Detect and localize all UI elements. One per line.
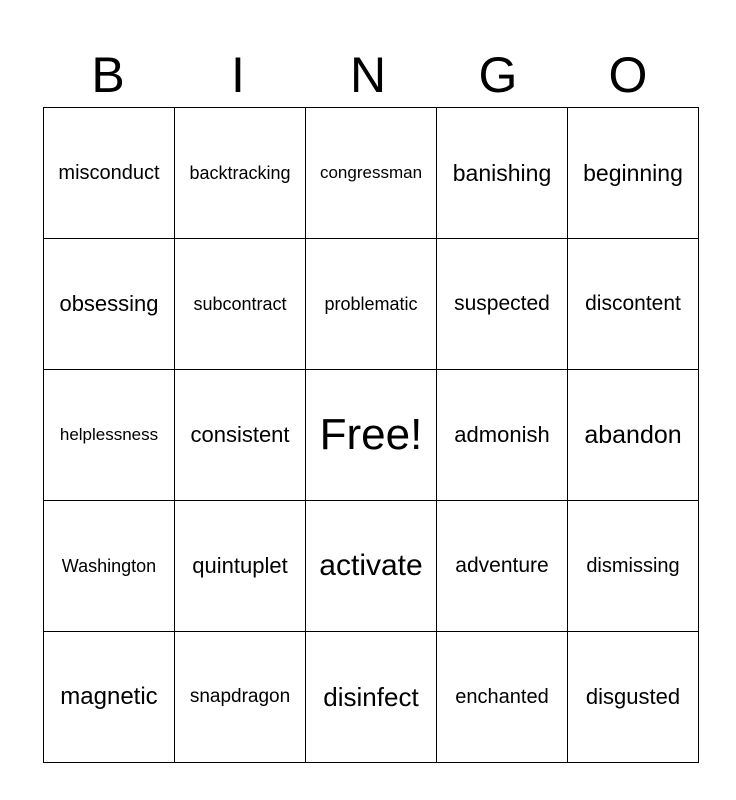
board-row [44,239,699,370]
bingo-cell: quintuplet [175,501,306,632]
board-row [44,108,699,239]
header-letter-g: G [478,47,518,103]
bingo-cell: abandon [568,370,699,501]
header-letter-b: B [91,47,125,103]
bingo-cell: helplessness [44,370,175,501]
bingo-cell: activate [306,501,437,632]
bingo-cell: backtracking [175,108,306,239]
header-letter-i: I [231,47,245,103]
bingo-cell: enchanted [437,632,568,763]
bingo-header [43,44,693,106]
bingo-cell: congressman [306,108,437,239]
bingo-cell: disinfect [306,632,437,763]
bingo-cell: snapdragon [175,632,306,763]
bingo-cell: suspected [437,239,568,370]
bingo-cell: adventure [437,501,568,632]
bingo-cell: discontent [568,239,699,370]
bingo-cell: admonish [437,370,568,501]
bingo-cell: disgusted [568,632,699,763]
bingo-board [43,107,699,763]
bingo-cell: banishing [437,108,568,239]
bingo-cell: subcontract [175,239,306,370]
bingo-cell: obsessing [44,239,175,370]
header-letter-o: O [608,47,648,103]
bingo-cell: misconduct [44,108,175,239]
bingo-cell: magnetic [44,632,175,763]
board-row [44,501,699,632]
header-letter-n: N [349,47,387,103]
bingo-cell: problematic [306,239,437,370]
free-space-cell: Free! [306,370,437,501]
board-row [44,632,699,763]
bingo-cell: dismissing [568,501,699,632]
bingo-cell: consistent [175,370,306,501]
bingo-cell: Washington [44,501,175,632]
board-row [44,370,699,501]
bingo-cell: beginning [568,108,699,239]
